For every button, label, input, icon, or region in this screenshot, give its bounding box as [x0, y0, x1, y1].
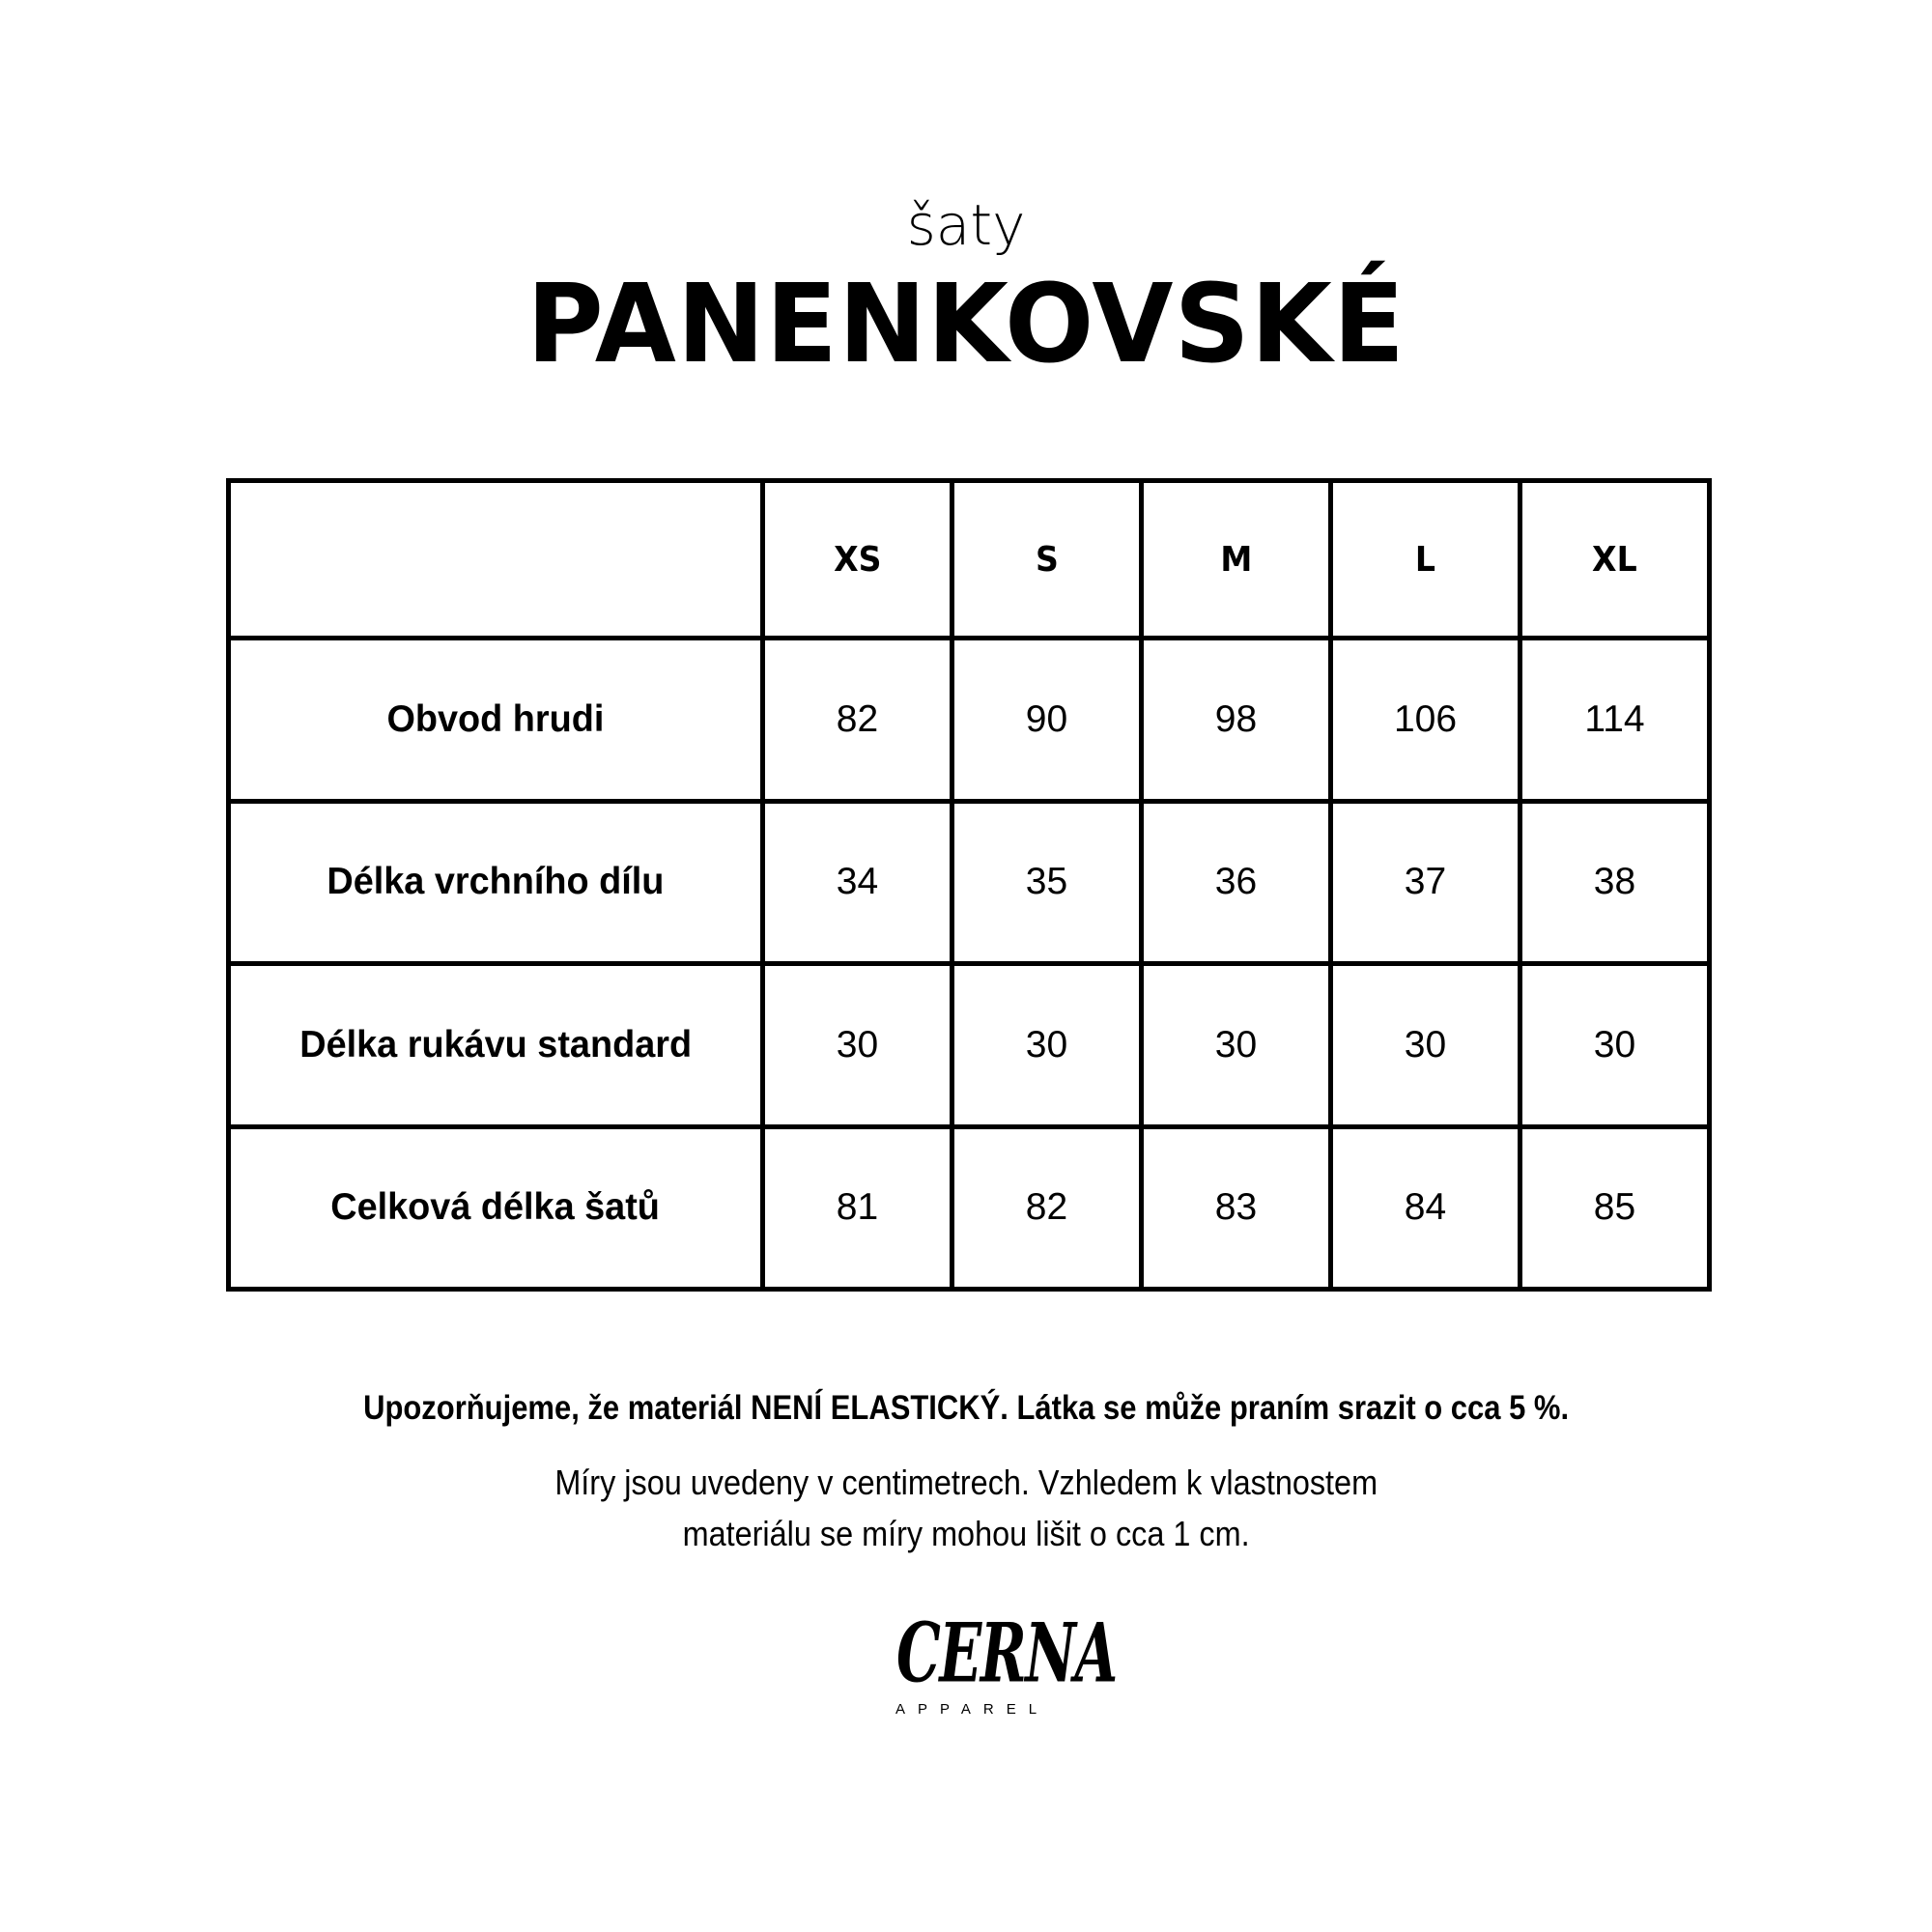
row-label-text: Délka rukávu standard	[299, 1023, 692, 1065]
size-header-xl	[1520, 481, 1710, 639]
value-cell: 90	[952, 639, 1142, 802]
value-cell: 83	[1142, 1126, 1331, 1290]
size-label: M	[1220, 539, 1252, 580]
subtitle-text: šaty	[906, 192, 1026, 258]
row-label-total-length	[229, 1126, 763, 1290]
value-cell: 35	[952, 801, 1142, 964]
row-label-text: Délka vrchního dílu	[327, 861, 665, 903]
size-label: XS	[833, 539, 882, 580]
value-cell: 98	[1142, 639, 1331, 802]
corner-cell	[229, 481, 763, 639]
value-cell: 30	[1520, 964, 1710, 1127]
size-header-l	[1331, 481, 1520, 639]
title-text: PANENKOVSKÉ	[526, 262, 1406, 387]
size-label: L	[1414, 539, 1436, 580]
row-label-chest	[229, 639, 763, 802]
row-label-top-length	[229, 801, 763, 964]
row-label-text: Obvod hrudi	[386, 697, 605, 740]
value-cell: 81	[763, 1126, 952, 1290]
table-header-row	[229, 481, 1710, 639]
material-warning-text: Upozorňujeme, že materiál NENÍ ELASTICKÝ. Látka se může praním srazit o cca 5 %.	[363, 1389, 1569, 1427]
size-chart-table	[226, 478, 1712, 1292]
product-type-subtitle	[0, 191, 1932, 259]
value-cell: 30	[1142, 964, 1331, 1127]
measurement-note-line-1: Míry jsou uvedeny v centimetrech. Vzhledem k vlastnostem	[554, 1463, 1378, 1502]
value-cell: 30	[1331, 964, 1520, 1127]
size-header-m	[1142, 481, 1331, 639]
table-row	[229, 639, 1710, 802]
table-row	[229, 964, 1710, 1127]
brand-logo-mark: CERNA	[896, 1605, 1117, 1701]
value-cell: 37	[1331, 801, 1520, 964]
value-cell: 84	[1331, 1126, 1520, 1290]
size-label: XL	[1592, 539, 1637, 580]
value-cell: 82	[763, 639, 952, 802]
value-cell: 82	[952, 1126, 1142, 1290]
value-cell: 30	[763, 964, 952, 1127]
material-warning	[0, 1387, 1932, 1430]
measurement-note	[0, 1457, 1932, 1559]
value-cell: 114	[1520, 639, 1710, 802]
row-label-text: Celková délka šatů	[330, 1186, 661, 1229]
size-header-xs	[763, 481, 952, 639]
value-cell: 36	[1142, 801, 1331, 964]
value-cell: 30	[952, 964, 1142, 1127]
size-header-s	[952, 481, 1142, 639]
value-cell: 106	[1331, 639, 1520, 802]
value-cell: 34	[763, 801, 952, 964]
row-label-sleeve-length	[229, 964, 763, 1127]
brand-logo-tagline: APPAREL	[895, 1701, 1050, 1718]
table-row	[229, 801, 1710, 964]
page-title	[0, 262, 1932, 387]
brand-logo	[869, 1605, 1117, 1719]
table-row	[229, 1126, 1710, 1290]
measurement-note-line-2: materiálu se míry mohou lišit o cca 1 cm.	[682, 1514, 1250, 1553]
value-cell: 85	[1520, 1126, 1710, 1290]
size-label: S	[1035, 539, 1059, 580]
value-cell: 38	[1520, 801, 1710, 964]
